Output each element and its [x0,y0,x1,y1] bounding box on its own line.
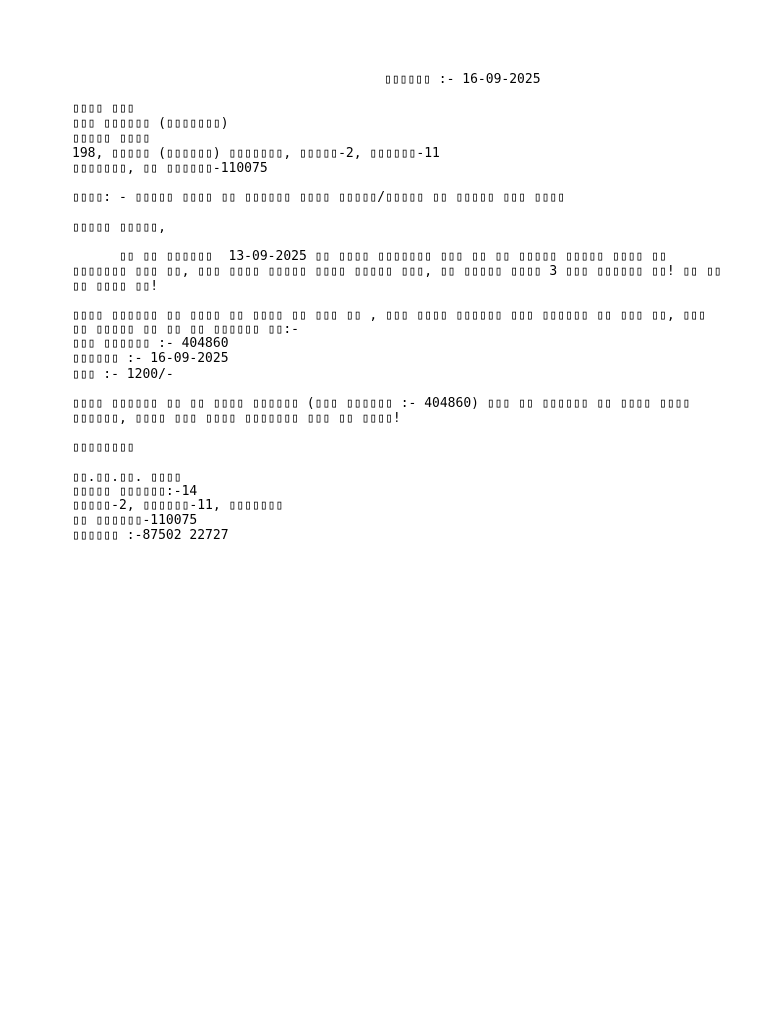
body-paragraph-3-line-2: ▯▯▯▯▯▯, ▯▯▯▯ ▯▯▯ ▯▯▯▯ ▯▯▯▯▯▯▯ ▯▯▯ ▯▯ ▯▯▯▯! [72,411,401,426]
body-paragraph-1-line-3: ▯▯ ▯▯▯▯ ▯▯! [72,279,159,294]
receipt-number: ▯▯▯ ▯▯▯▯▯▯ :- 404860 [72,336,229,351]
letter-salutation: ▯▯▯▯▯ ▯▯▯▯▯, [72,220,166,235]
recipient-line-2: ▯▯▯ ▯▯▯▯▯▯ (▯▯▯▯▯▯▯) [72,116,229,131]
receipt-amount: ▯▯▯ :- 1200/- [72,367,174,382]
recipient-address-line-1: 198, ▯▯▯▯▯ (▯▯▯▯▯▯) ▯▯▯▯▯▯▯, ▯▯▯▯▯-2, ▯▯▯▯▯▯-11 [72,146,440,161]
body-paragraph-2-line-1: ▯▯▯▯ ▯▯▯▯▯▯ ▯▯ ▯▯▯▯ ▯▯ ▯▯▯▯ ▯▯ ▯▯▯ ▯▯ , ▯▯▯ ▯▯▯▯ ▯▯▯▯▯▯ ▯▯▯ ▯▯▯▯▯▯ ▯▯ ▯▯▯ ▯▯, ▯▯▯ [72,308,706,323]
sender-address-line-1: ▯▯▯▯▯ ▯▯▯▯▯▯:-14 [72,484,198,499]
letter-closing: ▯▯▯▯▯▯▯▯ [72,440,135,455]
sender-name: ▯▯.▯▯.▯▯. ▯▯▯▯ [72,470,182,485]
recipient-address-line-2: ▯▯▯▯▯▯▯, ▯▯ ▯▯▯▯▯▯-110075 [72,161,268,176]
body-paragraph-3-line-1: ▯▯▯▯ ▯▯▯▯▯▯ ▯▯ ▯▯ ▯▯▯▯ ▯▯▯▯▯▯ (▯▯▯ ▯▯▯▯▯▯ :- 404860) ▯▯▯ ▯▯ ▯▯▯▯▯▯ ▯▯ ▯▯▯▯ ▯▯▯▯ [72,396,691,411]
letter-subject: ▯▯▯▯: - ▯▯▯▯▯ ▯▯▯▯ ▯▯ ▯▯▯▯▯▯ ▯▯▯▯ ▯▯▯▯▯/▯▯▯▯▯ ▯▯ ▯▯▯▯▯ ▯▯▯ ▯▯▯▯ [72,190,566,205]
receipt-date: ▯▯▯▯▯▯ :- 16-09-2025 [72,351,229,366]
body-paragraph-1-line-2: ▯▯▯▯▯▯▯ ▯▯▯ ▯▯, ▯▯▯ ▯▯▯▯ ▯▯▯▯▯ ▯▯▯▯ ▯▯▯▯▯ ▯▯▯, ▯▯ ▯▯▯▯▯ ▯▯▯▯ 3 ▯▯▯ ▯▯▯▯▯▯ ▯▯! ▯▯ ▯▯ [72,264,722,279]
body-paragraph-2-line-2: ▯▯ ▯▯▯▯▯ ▯▯ ▯▯ ▯▯ ▯▯▯▯▯▯ ▯▯:- [72,322,299,337]
sender-address-line-3: ▯▯ ▯▯▯▯▯▯-110075 [72,513,198,528]
body-paragraph-1-line-1: ▯▯ ▯▯ ▯▯▯▯▯▯ 13-09-2025 ▯▯ ▯▯▯▯ ▯▯▯▯▯▯▯ ▯▯▯ ▯▯ ▯▯ ▯▯▯▯▯ ▯▯▯▯▯ ▯▯▯▯ ▯▯ [72,249,667,264]
sender-phone: ▯▯▯▯▯▯ :-87502 22727 [72,528,229,543]
letter-date: ▯▯▯▯▯▯ :- 16-09-2025 [384,72,541,87]
recipient-line-3: ▯▯▯▯▯ ▯▯▯▯ [72,131,151,146]
sender-address-line-2: ▯▯▯▯▯-2, ▯▯▯▯▯▯-11, ▯▯▯▯▯▯▯ [72,498,284,513]
recipient-line-1: ▯▯▯▯ ▯▯▯ [72,101,135,116]
